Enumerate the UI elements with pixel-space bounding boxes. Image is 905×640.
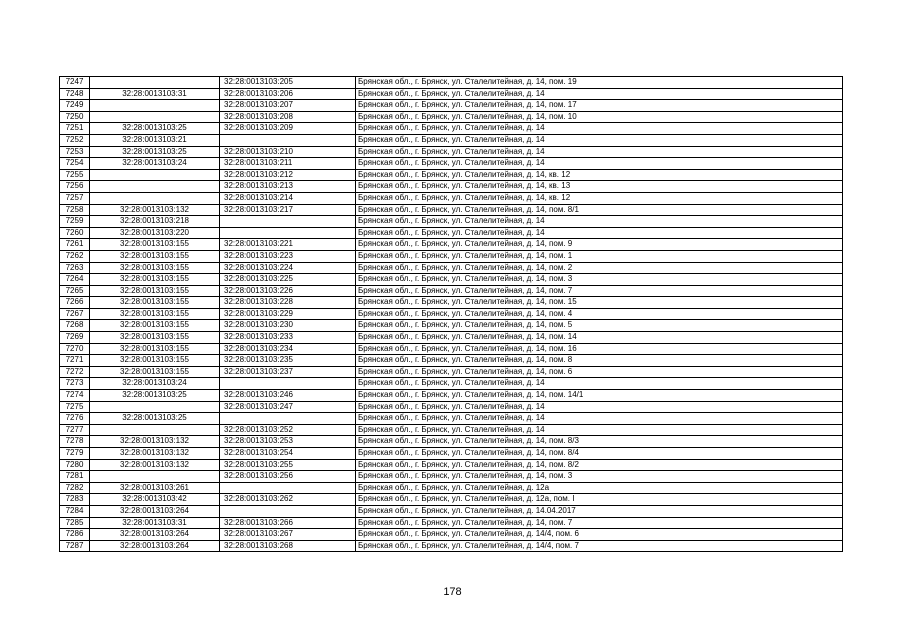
parent-cadastral-number-cell [90, 401, 220, 413]
row-number-cell: 7248 [60, 88, 90, 100]
address-cell: Брянская обл., г. Брянск, ул. Сталелитейная, д. 14, пом. 7 [356, 285, 843, 297]
table-row [60, 308, 843, 320]
cadastral-number-cell: 32:28:0013103:255 [220, 459, 356, 471]
parent-cadastral-number-cell: 32:28:0013103:155 [90, 239, 220, 251]
row-number-cell: 7280 [60, 459, 90, 471]
row-number-cell: 7286 [60, 529, 90, 541]
parent-cadastral-number-cell: 32:28:0013103:155 [90, 355, 220, 367]
cadastral-number-cell: 32:28:0013103:226 [220, 285, 356, 297]
parent-cadastral-number-cell [90, 100, 220, 112]
cadastral-number-cell: 32:28:0013103:212 [220, 169, 356, 181]
row-number-cell: 7272 [60, 366, 90, 378]
cadastral-number-cell: 32:28:0013103:262 [220, 494, 356, 506]
table-row [60, 204, 843, 216]
address-cell: Брянская обл., г. Брянск, ул. Сталелитейная, д. 14 [356, 123, 843, 135]
row-number-cell: 7284 [60, 505, 90, 517]
cadastral-number-cell: 32:28:0013103:256 [220, 471, 356, 483]
table-row [60, 111, 843, 123]
parent-cadastral-number-cell: 32:28:0013103:132 [90, 448, 220, 460]
cadastral-number-cell: 32:28:0013103:268 [220, 540, 356, 552]
row-number-cell: 7254 [60, 158, 90, 170]
address-cell: Брянская обл., г. Брянск, ул. Сталелитейная, д. 14, пом. 10 [356, 111, 843, 123]
table-row [60, 482, 843, 494]
address-cell: Брянская обл., г. Брянск, ул. Сталелитейная, д. 12а, пом. I [356, 494, 843, 506]
row-number-cell: 7273 [60, 378, 90, 390]
page-number: 178 [443, 586, 462, 598]
cadastral-number-cell [220, 216, 356, 228]
row-number-cell: 7257 [60, 192, 90, 204]
row-number-cell: 7250 [60, 111, 90, 123]
row-number-cell: 7260 [60, 227, 90, 239]
address-cell: Брянская обл., г. Брянск, ул. Сталелитейная, д. 14, пом. 7 [356, 517, 843, 529]
table-row [60, 181, 843, 193]
address-cell: Брянская обл., г. Брянск, ул. Сталелитейная, д. 14 [356, 216, 843, 228]
row-number-cell: 7256 [60, 181, 90, 193]
parent-cadastral-number-cell: 32:28:0013103:31 [90, 88, 220, 100]
table-row [60, 390, 843, 402]
parent-cadastral-number-cell: 32:28:0013103:25 [90, 413, 220, 425]
row-number-cell: 7266 [60, 297, 90, 309]
cadastral-number-cell: 32:28:0013103:246 [220, 390, 356, 402]
address-cell: Брянская обл., г. Брянск, ул. Сталелитейная, д. 14, пом. 3 [356, 274, 843, 286]
table-row [60, 123, 843, 135]
parent-cadastral-number-cell: 32:28:0013103:42 [90, 494, 220, 506]
address-cell: Брянская обл., г. Брянск, ул. Сталелитейная, д. 14, пом. 6 [356, 366, 843, 378]
row-number-cell: 7258 [60, 204, 90, 216]
cadastral-number-cell: 32:28:0013103:208 [220, 111, 356, 123]
cadastral-number-cell [220, 134, 356, 146]
address-cell: Брянская обл., г. Брянск, ул. Сталелитейная, д. 14, кв. 12 [356, 169, 843, 181]
row-number-cell: 7253 [60, 146, 90, 158]
table-row [60, 262, 843, 274]
address-cell: Брянская обл., г. Брянск, ул. Сталелитейная, д. 14, пом. 4 [356, 308, 843, 320]
parent-cadastral-number-cell: 32:28:0013103:132 [90, 204, 220, 216]
table-row [60, 285, 843, 297]
parent-cadastral-number-cell: 32:28:0013103:155 [90, 332, 220, 344]
row-number-cell: 7269 [60, 332, 90, 344]
table-row [60, 158, 843, 170]
table-row [60, 239, 843, 251]
address-cell: Брянская обл., г. Брянск, ул. Сталелитейная, д. 14, пом. 17 [356, 100, 843, 112]
address-cell: Брянская обл., г. Брянск, ул. Сталелитейная, д. 14 [356, 401, 843, 413]
row-number-cell: 7275 [60, 401, 90, 413]
cadastral-number-cell: 32:28:0013103:235 [220, 355, 356, 367]
table-row [60, 366, 843, 378]
cadastral-number-cell [220, 482, 356, 494]
row-number-cell: 7287 [60, 540, 90, 552]
address-cell: Брянская обл., г. Брянск, ул. Сталелитейная, д. 14, пом. 16 [356, 343, 843, 355]
parent-cadastral-number-cell [90, 424, 220, 436]
parent-cadastral-number-cell: 32:28:0013103:25 [90, 123, 220, 135]
row-number-cell: 7270 [60, 343, 90, 355]
row-number-cell: 7274 [60, 390, 90, 402]
address-cell: Брянская обл., г. Брянск, ул. Сталелитейная, д. 14 [356, 134, 843, 146]
address-cell: Брянская обл., г. Брянск, ул. Сталелитейная, д. 14, пом. 2 [356, 262, 843, 274]
address-cell: Брянская обл., г. Брянск, ул. Сталелитейная, д. 14 [356, 413, 843, 425]
parent-cadastral-number-cell [90, 77, 220, 89]
cadastral-number-cell [220, 227, 356, 239]
address-cell: Брянская обл., г. Брянск, ул. Сталелитейная, д. 14, кв. 12 [356, 192, 843, 204]
address-cell: Брянская обл., г. Брянск, ул. Сталелитейная, д. 14, пом. 9 [356, 239, 843, 251]
cadastral-number-cell [220, 505, 356, 517]
cadastral-number-cell: 32:28:0013103:213 [220, 181, 356, 193]
parent-cadastral-number-cell: 32:28:0013103:132 [90, 436, 220, 448]
cadastral-number-cell: 32:28:0013103:223 [220, 250, 356, 262]
table-row [60, 216, 843, 228]
table-row [60, 88, 843, 100]
cadastral-number-cell: 32:28:0013103:253 [220, 436, 356, 448]
table-row [60, 413, 843, 425]
cadastral-number-cell: 32:28:0013103:252 [220, 424, 356, 436]
table-row [60, 355, 843, 367]
address-cell: Брянская обл., г. Брянск, ул. Сталелитейная, д. 14/4, пом. 7 [356, 540, 843, 552]
cadastral-number-cell: 32:28:0013103:214 [220, 192, 356, 204]
parent-cadastral-number-cell: 32:28:0013103:264 [90, 540, 220, 552]
row-number-cell: 7249 [60, 100, 90, 112]
parent-cadastral-number-cell [90, 169, 220, 181]
parent-cadastral-number-cell [90, 181, 220, 193]
table-row [60, 134, 843, 146]
table-row [60, 494, 843, 506]
parent-cadastral-number-cell: 32:28:0013103:25 [90, 390, 220, 402]
parent-cadastral-number-cell: 32:28:0013103:155 [90, 320, 220, 332]
parent-cadastral-number-cell: 32:28:0013103:264 [90, 505, 220, 517]
parent-cadastral-number-cell: 32:28:0013103:132 [90, 459, 220, 471]
row-number-cell: 7252 [60, 134, 90, 146]
parent-cadastral-number-cell: 32:28:0013103:155 [90, 250, 220, 262]
address-cell: Брянская обл., г. Брянск, ул. Сталелитейная, д. 14 [356, 227, 843, 239]
parent-cadastral-number-cell: 32:28:0013103:220 [90, 227, 220, 239]
row-number-cell: 7279 [60, 448, 90, 460]
address-cell: Брянская обл., г. Брянск, ул. Сталелитейная, д. 14.04.2017 [356, 505, 843, 517]
row-number-cell: 7251 [60, 123, 90, 135]
row-number-cell: 7271 [60, 355, 90, 367]
cadastral-number-cell: 32:28:0013103:225 [220, 274, 356, 286]
parent-cadastral-number-cell [90, 471, 220, 483]
address-cell: Брянская обл., г. Брянск, ул. Сталелитейная, д. 14, пом. 15 [356, 297, 843, 309]
row-number-cell: 7268 [60, 320, 90, 332]
parent-cadastral-number-cell [90, 111, 220, 123]
table-row [60, 424, 843, 436]
address-cell: Брянская обл., г. Брянск, ул. Сталелитейная, д. 14, пом. 19 [356, 77, 843, 89]
cadastral-number-cell: 32:28:0013103:254 [220, 448, 356, 460]
address-cell: Брянская обл., г. Брянск, ул. Сталелитейная, д. 14, пом. 8/4 [356, 448, 843, 460]
cadastral-number-cell: 32:28:0013103:217 [220, 204, 356, 216]
cadastral-number-cell [220, 413, 356, 425]
table-row [60, 505, 843, 517]
row-number-cell: 7263 [60, 262, 90, 274]
cadastral-number-cell: 32:28:0013103:229 [220, 308, 356, 320]
parent-cadastral-number-cell: 32:28:0013103:21 [90, 134, 220, 146]
cadastral-number-cell: 32:28:0013103:266 [220, 517, 356, 529]
table-row [60, 146, 843, 158]
address-cell: Брянская обл., г. Брянск, ул. Сталелитейная, д. 14 [356, 158, 843, 170]
parent-cadastral-number-cell: 32:28:0013103:218 [90, 216, 220, 228]
address-cell: Брянская обл., г. Брянск, ул. Сталелитейная, д. 14, пом. 5 [356, 320, 843, 332]
parent-cadastral-number-cell: 32:28:0013103:24 [90, 158, 220, 170]
row-number-cell: 7282 [60, 482, 90, 494]
address-cell: Брянская обл., г. Брянск, ул. Сталелитейная, д. 14, пом. 8 [356, 355, 843, 367]
table-row [60, 471, 843, 483]
parent-cadastral-number-cell: 32:28:0013103:155 [90, 343, 220, 355]
cadastral-number-cell: 32:28:0013103:224 [220, 262, 356, 274]
row-number-cell: 7247 [60, 77, 90, 89]
table-row [60, 77, 843, 89]
row-number-cell: 7278 [60, 436, 90, 448]
cadastral-number-cell: 32:28:0013103:211 [220, 158, 356, 170]
table-row [60, 192, 843, 204]
cadastral-number-cell: 32:28:0013103:228 [220, 297, 356, 309]
table-row [60, 436, 843, 448]
address-cell: Брянская обл., г. Брянск, ул. Сталелитейная, д. 14, пом. 8/1 [356, 204, 843, 216]
table-row [60, 529, 843, 541]
address-cell: Брянская обл., г. Брянск, ул. Сталелитейная, д. 14, пом. 14 [356, 332, 843, 344]
table-row [60, 540, 843, 552]
parent-cadastral-number-cell: 32:28:0013103:264 [90, 529, 220, 541]
table-row [60, 227, 843, 239]
address-cell: Брянская обл., г. Брянск, ул. Сталелитейная, д. 14, пом. 8/3 [356, 436, 843, 448]
cadastral-number-cell: 32:28:0013103:230 [220, 320, 356, 332]
parent-cadastral-number-cell [90, 192, 220, 204]
table-row [60, 332, 843, 344]
row-number-cell: 7267 [60, 308, 90, 320]
row-number-cell: 7261 [60, 239, 90, 251]
cadastral-number-cell: 32:28:0013103:247 [220, 401, 356, 413]
cadastral-number-cell: 32:28:0013103:206 [220, 88, 356, 100]
parent-cadastral-number-cell: 32:28:0013103:155 [90, 274, 220, 286]
table-row [60, 297, 843, 309]
cadastral-number-cell: 32:28:0013103:210 [220, 146, 356, 158]
address-cell: Брянская обл., г. Брянск, ул. Сталелитейная, д. 14, кв. 13 [356, 181, 843, 193]
parent-cadastral-number-cell: 32:28:0013103:155 [90, 262, 220, 274]
address-cell: Брянская обл., г. Брянск, ул. Сталелитейная, д. 14 [356, 88, 843, 100]
address-cell: Брянская обл., г. Брянск, ул. Сталелитейная, д. 14, пом. 8/2 [356, 459, 843, 471]
cadastral-table [59, 76, 843, 552]
address-cell: Брянская обл., г. Брянск, ул. Сталелитейная, д. 14, пом. 3 [356, 471, 843, 483]
parent-cadastral-number-cell: 32:28:0013103:261 [90, 482, 220, 494]
table-row [60, 448, 843, 460]
cadastral-number-cell: 32:28:0013103:237 [220, 366, 356, 378]
row-number-cell: 7265 [60, 285, 90, 297]
table-row [60, 320, 843, 332]
row-number-cell: 7283 [60, 494, 90, 506]
parent-cadastral-number-cell: 32:28:0013103:24 [90, 378, 220, 390]
table-row [60, 517, 843, 529]
address-cell: Брянская обл., г. Брянск, ул. Сталелитейная, д. 12а [356, 482, 843, 494]
table-row [60, 169, 843, 181]
cadastral-number-cell: 32:28:0013103:209 [220, 123, 356, 135]
cadastral-number-cell: 32:28:0013103:233 [220, 332, 356, 344]
table-row [60, 250, 843, 262]
parent-cadastral-number-cell: 32:28:0013103:25 [90, 146, 220, 158]
address-cell: Брянская обл., г. Брянск, ул. Сталелитейная, д. 14, пом. 14/1 [356, 390, 843, 402]
parent-cadastral-number-cell: 32:28:0013103:155 [90, 308, 220, 320]
table-row [60, 343, 843, 355]
cadastral-number-cell: 32:28:0013103:267 [220, 529, 356, 541]
table-row [60, 459, 843, 471]
parent-cadastral-number-cell: 32:28:0013103:155 [90, 297, 220, 309]
parent-cadastral-number-cell: 32:28:0013103:155 [90, 366, 220, 378]
address-cell: Брянская обл., г. Брянск, ул. Сталелитейная, д. 14/4, пом. 6 [356, 529, 843, 541]
cadastral-number-cell: 32:28:0013103:205 [220, 77, 356, 89]
cadastral-number-cell: 32:28:0013103:207 [220, 100, 356, 112]
table-body [60, 77, 843, 552]
row-number-cell: 7264 [60, 274, 90, 286]
table-row [60, 274, 843, 286]
table-row [60, 100, 843, 112]
row-number-cell: 7281 [60, 471, 90, 483]
address-cell: Брянская обл., г. Брянск, ул. Сталелитейная, д. 14 [356, 424, 843, 436]
row-number-cell: 7277 [60, 424, 90, 436]
row-number-cell: 7285 [60, 517, 90, 529]
parent-cadastral-number-cell: 32:28:0013103:155 [90, 285, 220, 297]
address-cell: Брянская обл., г. Брянск, ул. Сталелитейная, д. 14 [356, 146, 843, 158]
table-row [60, 378, 843, 390]
cadastral-number-cell: 32:28:0013103:221 [220, 239, 356, 251]
table-row [60, 401, 843, 413]
parent-cadastral-number-cell: 32:28:0013103:31 [90, 517, 220, 529]
cadastral-number-cell: 32:28:0013103:234 [220, 343, 356, 355]
row-number-cell: 7259 [60, 216, 90, 228]
row-number-cell: 7255 [60, 169, 90, 181]
address-cell: Брянская обл., г. Брянск, ул. Сталелитейная, д. 14 [356, 378, 843, 390]
row-number-cell: 7276 [60, 413, 90, 425]
address-cell: Брянская обл., г. Брянск, ул. Сталелитейная, д. 14, пом. 1 [356, 250, 843, 262]
cadastral-number-cell [220, 378, 356, 390]
row-number-cell: 7262 [60, 250, 90, 262]
